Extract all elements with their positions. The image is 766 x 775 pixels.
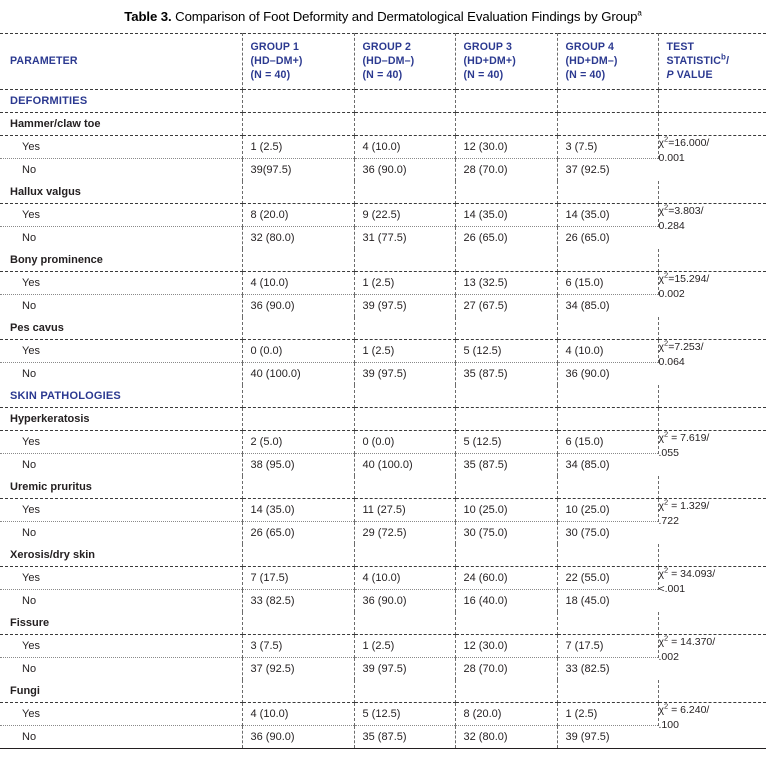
cell-group-2: 36 (90.0): [354, 159, 455, 182]
table-row: [0, 227, 766, 250]
parameter-blank-cell: [242, 113, 354, 136]
table-row: [0, 340, 766, 363]
table-body: [0, 90, 766, 749]
parameter-blank-cell: [455, 680, 557, 703]
cell-group-2: 1 (2.5): [354, 340, 455, 363]
header-row: [0, 33, 766, 90]
chi-square-value: $\chi^2=15.294/$: [658, 270, 710, 286]
parameter-blank-test-cell: [658, 408, 766, 431]
row-label: No: [0, 522, 242, 545]
table-row: [0, 726, 766, 749]
cell-group-1: 33 (82.5): [242, 590, 354, 613]
chi-square-value: $\chi^2 = 7.619/$: [658, 429, 710, 445]
parameter-blank-cell: [354, 680, 455, 703]
parameter-blank-cell: [557, 612, 658, 635]
parameter-blank-cell: [242, 408, 354, 431]
p-value: .055: [658, 447, 679, 460]
parameter-blank-cell: [455, 181, 557, 204]
parameter-blank-cell: [354, 181, 455, 204]
test-header-line-2: [667, 54, 759, 68]
row-label: Yes: [0, 340, 242, 363]
cell-group-1: 36 (90.0): [242, 295, 354, 318]
table-row: [0, 567, 766, 590]
parameter-header-row: [0, 544, 766, 567]
chi-square-value: $\chi^2=7.253/$: [658, 338, 704, 354]
parameter-header-row: [0, 249, 766, 272]
group-3-definition: (HD+DM+): [463, 54, 516, 67]
row-label: No: [0, 658, 242, 681]
section-blank-cell: [557, 385, 658, 408]
cell-group-4: 34 (85.0): [565, 459, 610, 472]
cell-group-3: 14 (35.0): [455, 204, 557, 227]
section-header-label: DEFORMITIES: [0, 90, 242, 113]
cell-group-1: 7 (17.5): [242, 567, 354, 590]
parameter-blank-cell: [242, 680, 354, 703]
table-row: [0, 136, 766, 159]
parameter-header-row: [0, 317, 766, 340]
parameter-blank-cell: [242, 249, 354, 272]
cell-group-2: 1 (2.5): [354, 272, 455, 295]
parameter-blank-cell: [455, 544, 557, 567]
cell-group-1: 2 (5.0): [242, 431, 354, 454]
cell-group-2: 4 (10.0): [354, 567, 455, 590]
cell-group-4: 7 (17.5): [557, 635, 658, 658]
table-row: [0, 204, 766, 227]
parameter-blank-test-cell: [658, 476, 766, 499]
parameter-blank-cell: [557, 317, 658, 340]
cell-group-1: 3 (7.5): [242, 635, 354, 658]
cell-group-4: 1 (2.5): [557, 703, 658, 726]
p-italic: P: [666, 68, 674, 81]
parameter-label: Fissure: [0, 612, 242, 635]
cell-group-4: 22 (55.0): [557, 567, 658, 590]
table-row: [0, 295, 766, 318]
cell-group-2: 4 (10.0): [354, 136, 455, 159]
parameter-label: Hyperkeratosis: [0, 408, 242, 431]
chi-square-value: $\chi^2 = 6.240/$: [658, 701, 710, 717]
parameter-blank-cell: [557, 113, 658, 136]
value-word: VALUE: [673, 68, 713, 81]
comparison-table: [0, 33, 766, 749]
column-header-group-3: [455, 33, 557, 90]
parameter-blank-cell: [557, 408, 658, 431]
row-label: Yes: [0, 567, 242, 590]
cell-group-3: 35 (87.5): [455, 454, 557, 477]
group-1-definition: (HD–DM+): [250, 54, 303, 67]
cell-group-3: 27 (67.5): [455, 295, 557, 318]
parameter-blank-cell: [354, 249, 455, 272]
cell-group-4: 26 (65.0): [565, 232, 610, 245]
test-statistic-cell: [658, 136, 766, 182]
table-row: [0, 272, 766, 295]
cell-group-3: 35 (87.5): [455, 363, 557, 386]
table-row: [0, 363, 766, 386]
test-statistic-cell: [658, 499, 766, 545]
group-1-n: (N = 40): [250, 68, 291, 81]
column-header-test-statistic: [658, 33, 766, 90]
chi-square-value: $\chi^2 = 14.370/$: [658, 633, 716, 649]
cell-group-4: 6 (15.0): [557, 431, 658, 454]
parameter-blank-cell: [557, 544, 658, 567]
parameter-header-row: [0, 181, 766, 204]
test-statistic-cell: [658, 635, 766, 681]
parameter-blank-test-cell: [658, 612, 766, 635]
table-row: [0, 658, 766, 681]
parameter-blank-test-cell: [658, 249, 766, 272]
row-label: No: [0, 159, 242, 182]
cell-group-2: 36 (90.0): [354, 590, 455, 613]
cell-group-4: 33 (82.5): [565, 663, 610, 676]
section-blank-cell: [354, 385, 455, 408]
parameter-blank-cell: [354, 476, 455, 499]
table-row: [0, 454, 766, 477]
test-header-slash: /: [726, 54, 730, 67]
cell-group-1: 1 (2.5): [242, 136, 354, 159]
cell-group-4: 4 (10.0): [557, 340, 658, 363]
parameter-blank-cell: [455, 408, 557, 431]
cell-group-2: 39 (97.5): [354, 295, 455, 318]
cell-group-2: 29 (72.5): [354, 522, 455, 545]
cell-group-4: 14 (35.0): [557, 204, 658, 227]
cell-group-1: 8 (20.0): [242, 204, 354, 227]
row-label: No: [0, 590, 242, 613]
cell-group-1: 0 (0.0): [242, 340, 354, 363]
group-2-name: GROUP 2: [362, 40, 412, 53]
title-footnote-marker: a: [637, 8, 642, 18]
table-head: [0, 33, 766, 90]
row-label: Yes: [0, 136, 242, 159]
cell-group-2: 39 (97.5): [354, 658, 455, 681]
test-statistic-cell: [658, 272, 766, 318]
group-2-definition: (HD–DM–): [362, 54, 415, 67]
cell-group-2: 31 (77.5): [354, 227, 455, 250]
parameter-blank-cell: [557, 680, 658, 703]
cell-group-4: 30 (75.0): [565, 527, 610, 540]
cell-group-1: 38 (95.0): [242, 454, 354, 477]
cell-group-2: 9 (22.5): [354, 204, 455, 227]
cell-group-4: 39 (97.5): [565, 731, 610, 744]
parameter-blank-cell: [354, 317, 455, 340]
parameter-blank-test-cell: [658, 317, 766, 340]
group-1-name: GROUP 1: [250, 40, 300, 53]
chi-square-value: $\chi^2=16.000/$: [658, 134, 710, 150]
parameter-blank-cell: [242, 181, 354, 204]
parameter-blank-cell: [242, 476, 354, 499]
cell-group-1: 4 (10.0): [242, 703, 354, 726]
parameter-label: Pes cavus: [0, 317, 242, 340]
cell-group-3: 30 (75.0): [455, 522, 557, 545]
group-4-name: GROUP 4: [565, 40, 615, 53]
table-row: [0, 522, 766, 545]
group-3-n: (N = 40): [463, 68, 504, 81]
group-4-definition: (HD+DM–): [565, 54, 618, 67]
parameter-label: Xerosis/dry skin: [0, 544, 242, 567]
column-header-group-2: [354, 33, 455, 90]
group-4-n: (N = 40): [565, 68, 606, 81]
parameter-blank-cell: [354, 612, 455, 635]
cell-group-4: 6 (15.0): [557, 272, 658, 295]
row-label: Yes: [0, 499, 242, 522]
test-statistic-cell: [658, 431, 766, 477]
table-row: [0, 635, 766, 658]
row-label: Yes: [0, 272, 242, 295]
section-blank-cell: [242, 385, 354, 408]
column-header-parameter: PARAMETER: [0, 33, 242, 90]
cell-group-2: 5 (12.5): [354, 703, 455, 726]
cell-group-3: 28 (70.0): [455, 159, 557, 182]
parameter-blank-test-cell: [658, 544, 766, 567]
table-row: [0, 159, 766, 182]
section-blank-cell: [242, 90, 354, 113]
section-blank-cell: [455, 90, 557, 113]
table-row: [0, 431, 766, 454]
parameter-label: Fungi: [0, 680, 242, 703]
section-blank-test-cell: [658, 90, 766, 113]
test-header-footnote-marker: b: [721, 52, 727, 62]
cell-group-1: 14 (35.0): [242, 499, 354, 522]
cell-group-3: 5 (12.5): [455, 340, 557, 363]
row-label: Yes: [0, 431, 242, 454]
cell-group-1: 37 (92.5): [242, 658, 354, 681]
test-statistic-cell: [658, 204, 766, 250]
parameter-blank-cell: [242, 544, 354, 567]
row-label: No: [0, 726, 242, 749]
parameter-blank-cell: [354, 544, 455, 567]
chi-square-value: $\chi^2 = 1.329/$: [658, 497, 710, 513]
cell-group-3: 13 (32.5): [455, 272, 557, 295]
parameter-blank-cell: [354, 113, 455, 136]
parameter-label: Uremic pruritus: [0, 476, 242, 499]
cell-group-4: 3 (7.5): [557, 136, 658, 159]
section-blank-cell: [354, 90, 455, 113]
parameter-label: Hallux valgus: [0, 181, 242, 204]
row-label: No: [0, 295, 242, 318]
cell-group-3: 24 (60.0): [455, 567, 557, 590]
cell-group-3: 5 (12.5): [455, 431, 557, 454]
parameter-blank-cell: [455, 612, 557, 635]
table-title: [0, 0, 766, 33]
p-value: .722: [658, 515, 679, 528]
cell-group-4: 34 (85.0): [565, 300, 610, 313]
cell-group-2: 40 (100.0): [354, 454, 455, 477]
cell-group-3: 16 (40.0): [455, 590, 557, 613]
cell-group-3: 8 (20.0): [455, 703, 557, 726]
parameter-header-row: [0, 476, 766, 499]
cell-group-3: 28 (70.0): [455, 658, 557, 681]
table-bottom-rule: [0, 748, 766, 749]
cell-group-1: 26 (65.0): [242, 522, 354, 545]
parameter-blank-cell: [455, 113, 557, 136]
parameter-blank-cell: [455, 317, 557, 340]
chi-square-value: $\chi^2=3.803/$: [658, 202, 704, 218]
row-label: No: [0, 454, 242, 477]
cell-group-4: 37 (92.5): [565, 164, 610, 177]
column-header-group-4: [557, 33, 658, 90]
section-blank-cell: [557, 90, 658, 113]
parameter-label: Hammer/claw toe: [0, 113, 242, 136]
group-3-name: GROUP 3: [463, 40, 513, 53]
cell-group-4: 10 (25.0): [557, 499, 658, 522]
cell-group-3: 26 (65.0): [455, 227, 557, 250]
column-header-group-1: [242, 33, 354, 90]
parameter-header-row: [0, 113, 766, 136]
table-row: [0, 703, 766, 726]
cell-group-4: 36 (90.0): [565, 368, 610, 381]
section-header-row: [0, 385, 766, 408]
test-header-line-3: [667, 68, 759, 82]
row-label: No: [0, 227, 242, 250]
cell-group-3: 32 (80.0): [455, 726, 557, 749]
group-2-n: (N = 40): [362, 68, 403, 81]
p-value: <.001: [658, 583, 686, 596]
cell-group-2: 11 (27.5): [354, 499, 455, 522]
parameter-header-row: [0, 680, 766, 703]
cell-group-1: 40 (100.0): [242, 363, 354, 386]
cell-group-3: 12 (30.0): [455, 136, 557, 159]
table-number: Table 3.: [124, 9, 172, 24]
cell-group-2: 1 (2.5): [354, 635, 455, 658]
p-value: 0.001: [658, 152, 685, 165]
parameter-blank-cell: [455, 249, 557, 272]
row-label: Yes: [0, 635, 242, 658]
cell-group-2: 39 (97.5): [354, 363, 455, 386]
cell-group-1: 36 (90.0): [242, 726, 354, 749]
parameter-blank-cell: [557, 249, 658, 272]
table-row: [0, 499, 766, 522]
parameter-blank-test-cell: [658, 680, 766, 703]
parameter-blank-test-cell: [658, 181, 766, 204]
test-statistic-cell: [658, 567, 766, 613]
p-value: 0.002: [658, 288, 685, 301]
section-header-row: [0, 90, 766, 113]
p-value: 0.064: [658, 356, 685, 369]
parameter-header-row: [0, 408, 766, 431]
test-statistic-cell: [658, 340, 766, 386]
cell-group-4: 18 (45.0): [565, 595, 610, 608]
parameter-header-row: [0, 612, 766, 635]
parameter-blank-cell: [557, 181, 658, 204]
cell-group-3: 12 (30.0): [455, 635, 557, 658]
cell-group-2: 0 (0.0): [354, 431, 455, 454]
p-value: .100: [658, 719, 679, 732]
chi-square-value: $\chi^2 = 34.093/$: [658, 565, 716, 581]
cell-group-1: 32 (80.0): [242, 227, 354, 250]
test-statistic-cell: [658, 703, 766, 749]
cell-group-2: 35 (87.5): [354, 726, 455, 749]
parameter-label: Bony prominence: [0, 249, 242, 272]
p-value: .002: [658, 651, 679, 664]
parameter-blank-cell: [455, 476, 557, 499]
section-header-label: SKIN PATHOLOGIES: [0, 385, 242, 408]
section-blank-cell: [455, 385, 557, 408]
table-caption: Comparison of Foot Deformity and Dermatological Evaluation Findings by Group: [175, 9, 638, 24]
parameter-blank-cell: [242, 317, 354, 340]
row-label: Yes: [0, 204, 242, 227]
cell-group-1: 39(97.5): [242, 159, 354, 182]
test-header-statistic-word: STATISTIC: [666, 54, 722, 67]
section-blank-test-cell: [658, 385, 766, 408]
parameter-blank-cell: [242, 612, 354, 635]
parameter-blank-cell: [557, 476, 658, 499]
parameter-blank-cell: [354, 408, 455, 431]
p-value: 0.284: [658, 220, 685, 233]
cell-group-3: 10 (25.0): [455, 499, 557, 522]
row-label: No: [0, 363, 242, 386]
table-row: [0, 590, 766, 613]
cell-group-1: 4 (10.0): [242, 272, 354, 295]
parameter-blank-test-cell: [658, 113, 766, 136]
test-header-line-1: TEST: [666, 40, 695, 53]
row-label: Yes: [0, 703, 242, 726]
